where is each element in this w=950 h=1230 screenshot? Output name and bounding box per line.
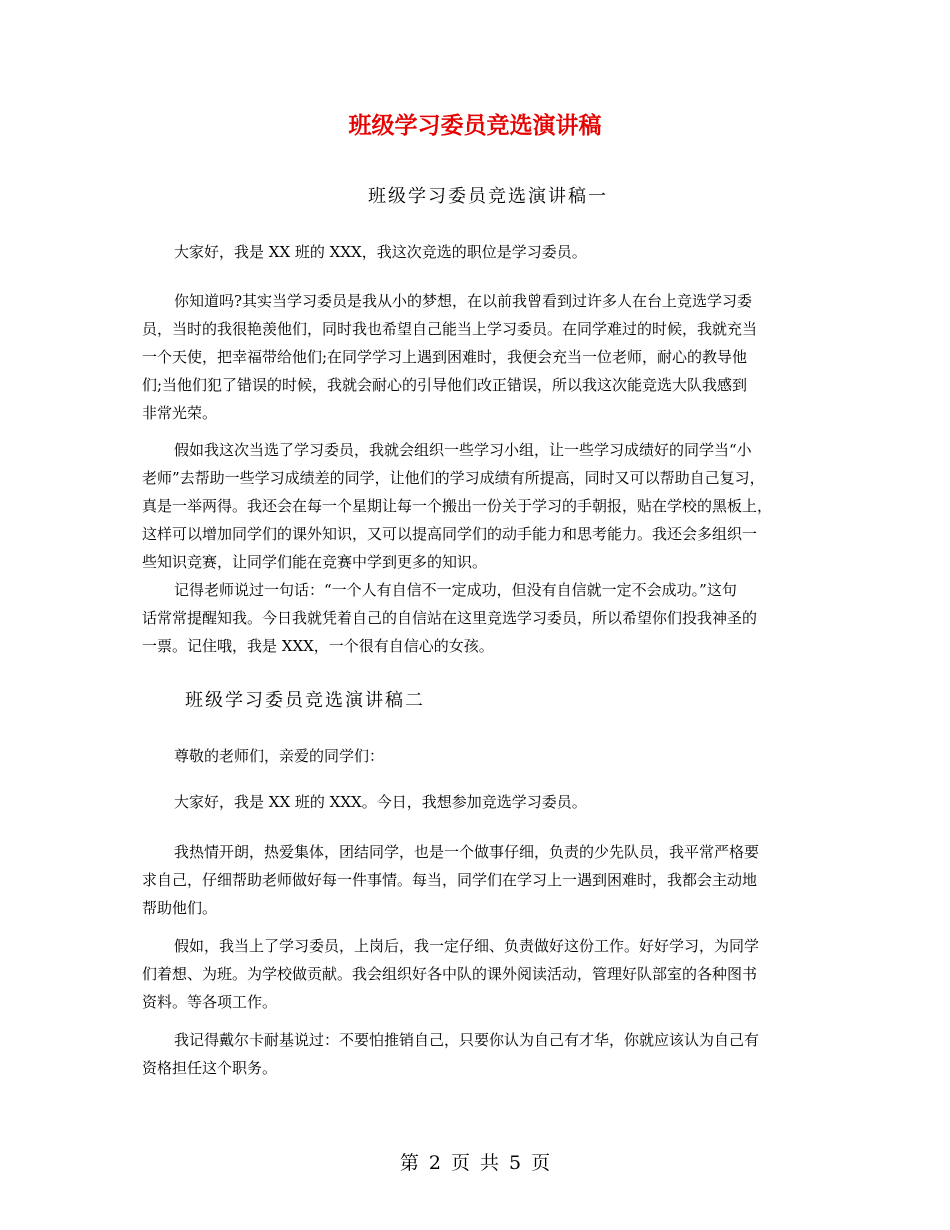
section-heading-2: 班级学习委员竞选演讲稿二 xyxy=(185,690,425,711)
paragraph-line: 这样可以增加同学们的课外知识，又可以提高同学们的动手能力和思考能力。我还会多组织一 xyxy=(142,525,758,543)
paragraph xyxy=(142,436,810,576)
paragraph-line: 些知识竞赛，让同学们能在竞赛中学到更多的知识。 xyxy=(142,553,488,571)
document-title: 班级学习委员竞选演讲稿 xyxy=(348,113,602,139)
paragraph-line: 记得老师说过一句话：“一个人有自信不一定成功，但没有自信就一定不会成功。”这句 xyxy=(174,581,737,599)
paragraph-line: 大家好，我是 XX 班的 XXX。今日，我想参加竞选学习委员。 xyxy=(174,793,587,811)
paragraph-line: 员，当时的我很艳羡他们，同时我也希望自己能当上学习委员。在同学难过的时候，我就充当 xyxy=(142,320,758,338)
paragraph-line: 求自己，仔细帮助老师做好每一件事情。每当，同学们在学习上一遇到困难时，我都会主动地 xyxy=(142,871,758,889)
paragraph-line: 一个天使，把幸福带给他们;在同学学习上遇到困难时，我便会充当一位老师，耐心的教导他 xyxy=(142,348,748,366)
paragraph-line: 我热情开朗，热爱集体，团结同学，也是一个做事仔细，负责的少先队员，我平常严格要 xyxy=(174,843,760,861)
paragraph-line: 们着想、为班。为学校做贡献。我会组织好各中队的课外阅读活动，管理好队部室的各种图书 xyxy=(142,965,758,983)
paragraph-line: 假如，我当上了学习委员，上岗后，我一定仔细、负责做好这份工作。好好学习，为同学 xyxy=(174,937,760,955)
paragraph-line: 老师”去帮助一些学习成绩差的同学，让他们的学习成绩有所提高，同时又可以帮助自己复习， xyxy=(142,469,765,487)
paragraph-line: 真是一举两得。我还会在每一个星期让每一个搬出一份关于学习的手朝报，贴在学校的黑板上， xyxy=(142,497,773,515)
paragraph-line: 一票。记住哦，我是 XXX，一个很有自信心的女孩。 xyxy=(142,637,494,655)
paragraph xyxy=(142,238,810,266)
paragraph xyxy=(142,932,810,1016)
paragraph xyxy=(142,742,810,770)
paragraph xyxy=(142,838,810,922)
paragraph-line: 非常光荣。 xyxy=(142,404,218,422)
paragraph xyxy=(142,287,810,427)
paragraph-line: 资料。等各项工作。 xyxy=(142,993,278,1011)
page-number-footer: 第 2 页 共 5 页 xyxy=(399,1152,551,1174)
paragraph xyxy=(142,1026,810,1082)
paragraph-line: 大家好，我是 XX 班的 XXX，我这次竞选的职位是学习委员。 xyxy=(174,243,587,261)
paragraph-line: 话常常提醒知我。今日我就凭着自己的自信站在这里竞选学习委员，所以希望你们投我神圣的 xyxy=(142,609,758,627)
paragraph-line: 们;当他们犯了错误的时候，我就会耐心的引导他们改正错误，所以我这次能竞选大队我感到 xyxy=(142,376,748,394)
paragraph-line: 尊敬的老师们，亲爱的同学们： xyxy=(174,747,385,765)
paragraph-line: 资格担任这个职务。 xyxy=(142,1059,278,1077)
paragraph-line: 我记得戴尔卡耐基说过：不要怕推销自己，只要你认为自己有才华，你就应该认为自己有 xyxy=(174,1031,760,1049)
section-heading-1: 班级学习委员竞选演讲稿一 xyxy=(368,186,608,207)
paragraph-line: 假如我这次当选了学习委员，我就会组织一些学习小组，让一些学习成绩好的同学当“小 xyxy=(174,441,752,459)
paragraph-line: 帮助他们。 xyxy=(142,899,218,917)
paragraph xyxy=(142,576,810,660)
paragraph-line: 你知道吗?其实当学习委员是我从小的梦想，在以前我曾看到过许多人在台上竞选学习委 xyxy=(174,292,753,310)
paragraph xyxy=(142,788,810,816)
